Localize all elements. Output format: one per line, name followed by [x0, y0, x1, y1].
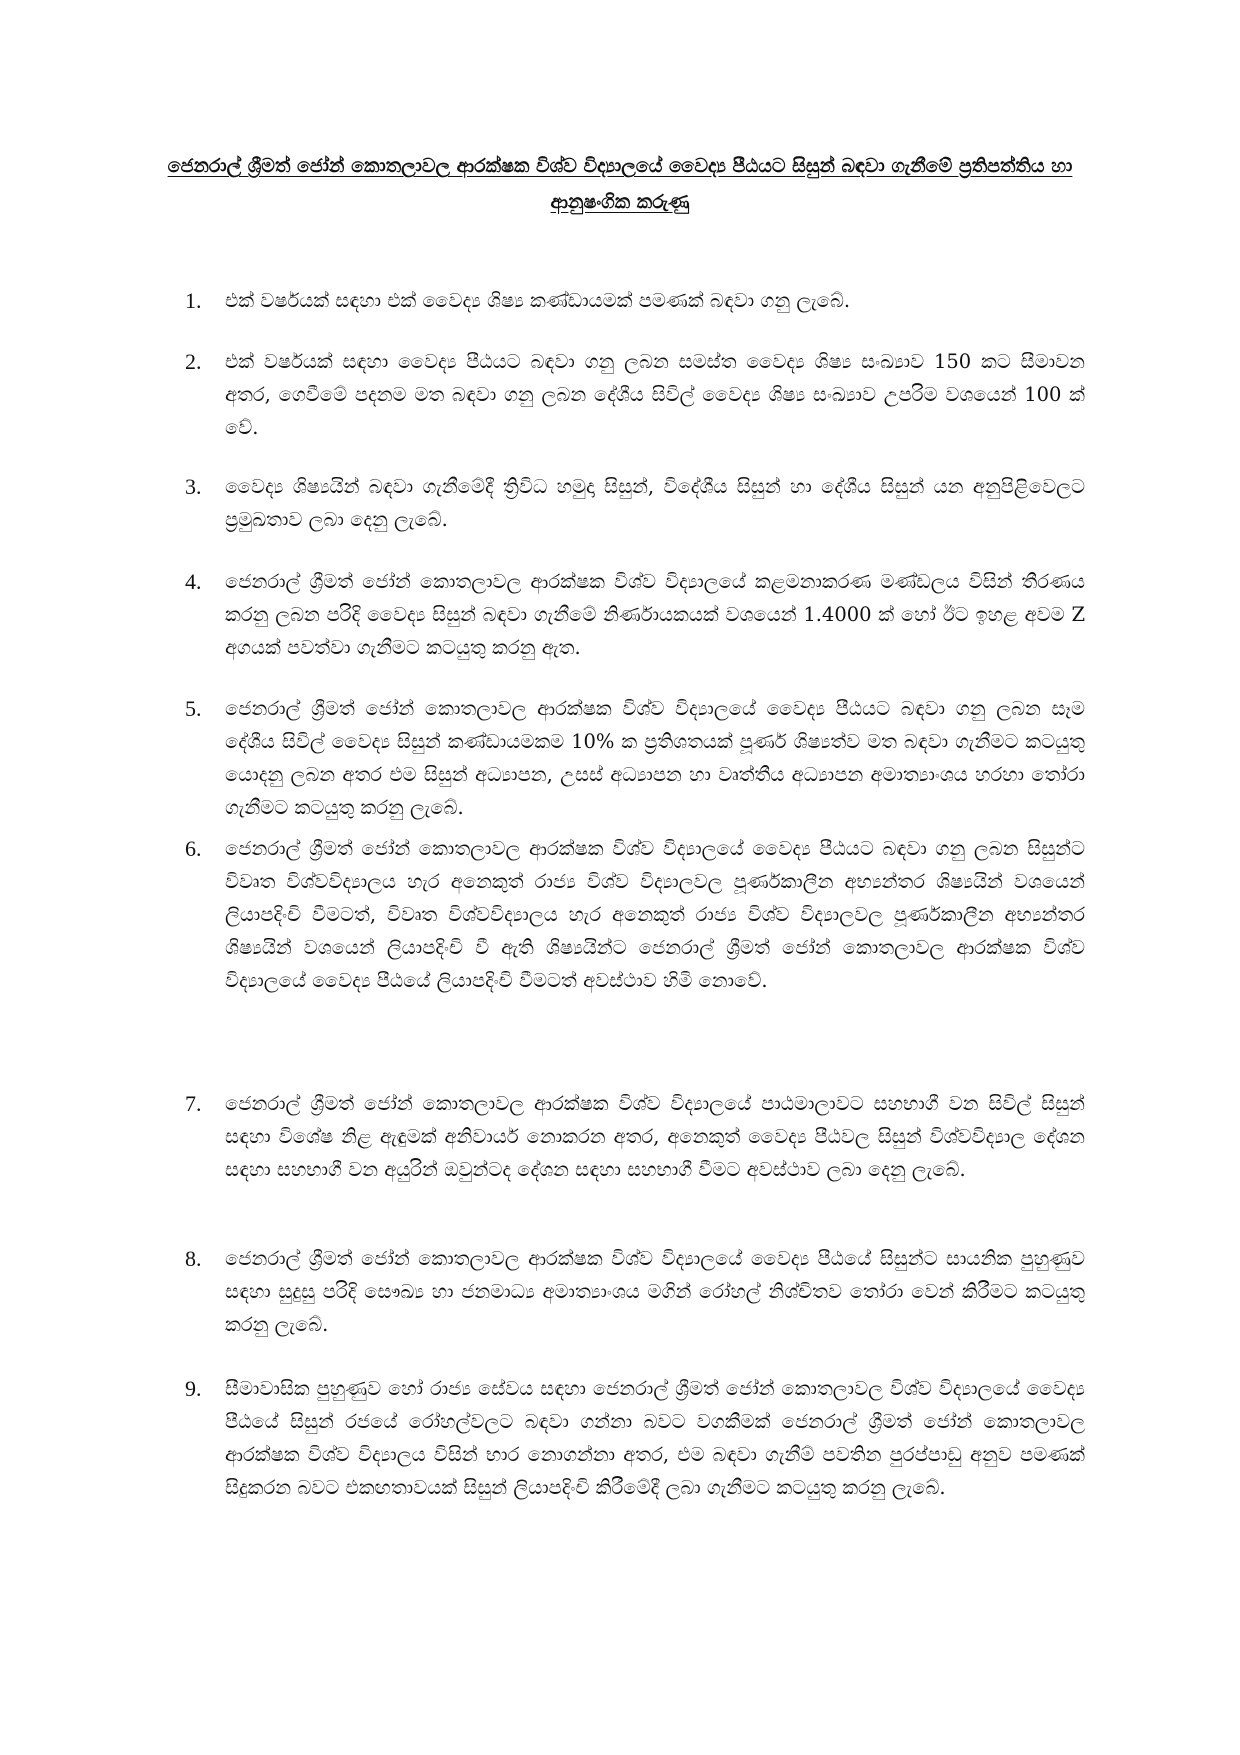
item-text: එක් වර්ෂයක් සඳහා වෛද්‍ය පීඨයට බඳවා ගනු ලබන සමස්ත වෛද්‍ය ශිෂ්‍ය සංඛ්‍යාව 150 කට සීමාවන අතර, ගෙවීමේ පදනම මත බඳවා ගනු ලබන දේශීය සිවිල් වෛද්‍ය ශිෂ්‍ය සංඛ්‍යාව උපරිම වශයෙන් 100 ක් වේ. [225, 350, 1085, 439]
list-item [185, 565, 1085, 664]
document-title: ජෙනරාල් ශ්‍රීමත් ජෝන් කොතලාවල ආරක්ෂක විශ්ව විද්‍යාලයේ වෛද්‍ය පීඨයට සිසුන් බඳවා ගැනීමේ ප්‍රතිපත්තිය හා ආනුෂංගික කරුණු [167, 155, 1073, 213]
list-item [185, 470, 1085, 536]
item-text: ජෙනරාල් ශ්‍රීමත් ජෝන් කොතලාවල ආරක්ෂක විශ්ව විද්‍යාලයේ වෛද්‍ය පීඨයට බඳවා ගනු ලබන සෑම දේශීය සිවිල් වෛද්‍ය සිසුන් කණ්ඩායමකම 10% ක ප්‍රතිශතයක් පූර්ණ ශිෂ්‍යත්ව මත බඳවා ගැනීමට කටයුතු යොදනු ලබන අතර එම සිසුන් අධ්‍යාපන, උසස් අධ්‍යාපන හා වෘත්තීය අධ්‍යාපන අමාත්‍යාංශය හරහා තෝරා ගැනීමට කටයුතු කරනු ලැබේ. [225, 697, 1085, 819]
item-number: 5. [185, 696, 202, 721]
item-text: සීමාවාසික පුහුණුව හෝ රාජ්‍ය සේවය සඳහා ජෙනරාල් ශ්‍රීමත් ජෝන් කොතලාවල විශ්ව විද්‍යාලයේ වෛද්‍ය පීඨයේ සිසුන් රජයේ රෝහල්වලට බඳවා ගන්නා බවට වගකීමක් ජෙනරාල් ශ්‍රීමත් ජෝන් කොතලාවල ආරක්ෂක විශ්ව විද්‍යාලය විසින් භාර නොගන්නා අතර, එම බඳවා ගැනීම් පවතින පුරප්පාඩු අනුව පමණක් සිදුකරන බවට එකඟතාවයක් සිසුන් ලියාපදිංචි කිරීමේදී ලබා ගැනීමට කටයුතු කරනු ලැබේ. [225, 1377, 1085, 1499]
list-item [185, 1242, 1085, 1341]
item-text: ජෙනරාල් ශ්‍රීමත් ජෝන් කොතලාවල ආරක්ෂක විශ්ව විද්‍යාලයේ පාඨමාලාවට සහභාගී වන සිවිල් සිසුන් සඳහා විශේෂ නිළ ඇඳුමක් අනිවාර්ය නොකරන අතර, අනෙකුත් වෛද්‍ය පීඨවල සිසුන් විශ්වවිද්‍යාල දේශන සඳහා සහභාගී වන අයුරින් ඔවුන්ටද දේශන සඳහා සහභාගී වීමට අවස්ථාව ලබා දෙනු ලැබේ. [225, 1092, 1085, 1181]
item-number: 6. [185, 836, 202, 861]
list-item [185, 692, 1085, 824]
item-number: 4. [185, 569, 202, 594]
item-number: 1. [185, 288, 202, 313]
item-text: ජෙනරාල් ශ්‍රීමත් ජෝන් කොතලාවල ආරක්ෂක විශ්ව විද්‍යාලයේ කළමනාකරණ මණ්ඩලය විසින් තීරණය කරනු ලබන පරිදි වෛද්‍ය සිසුන් බඳවා ගැනීමේ නිර්ණායකයක් වශයෙන් 1.4000 ක් හෝ ඊට ඉහළ අවම Z අගයක් පවත්වා ගැනීමට කටයුතු කරනු ඇත. [225, 570, 1085, 659]
item-text: ජෙනරාල් ශ්‍රීමත් ජෝන් කොතලාවල ආරක්ෂක විශ්ව විද්‍යාලයේ වෛද්‍ය පීඨයට බඳවා ගනු ලබන සිසුන්ට විවෘත විශ්වවිද්‍යාලය හැර අනෙකුත් රාජ්‍ය විශ්ව විද්‍යාලවල පූර්ණකාලීන අභ්‍යන්තර ශිෂ්‍යයින් වශයෙන් ලියාපදිංචි වීමටත්, විවෘත විශ්වවිද්‍යාලය හැර අනෙකුත් රාජ්‍ය විශ්ව විද්‍යාලවල පූර්ණකාලීන අභ්‍යන්තර ශිෂ්‍යයින් වශයෙන් ලියාපදිංචි වී ඇති ශිෂ්‍යයින්ට ජෙනරාල් ශ්‍රීමත් ජෝන් කොතලාවල ආරක්ෂක විශ්ව විද්‍යාලයේ වෛද්‍ය පීඨයේ ලියාපදිංචි වීමටත් අවස්ථාව හිමි නොවේ. [225, 837, 1085, 992]
item-number: 7. [185, 1091, 202, 1116]
list-item [185, 1087, 1085, 1186]
list-item [185, 832, 1085, 997]
item-text: ජෙනරාල් ශ්‍රීමත් ජෝන් කොතලාවල ආරක්ෂක විශ්ව විද්‍යාලයේ වෛද්‍ය පීඨයේ සිසුන්ට සායනික පුහුණුව සඳහා සුදුසු පරිදි සෞඛ්‍ය හා ජනමාධ්‍ය අමාත්‍යාංශය මගින් රෝහල් නිශ්චිතව තෝරා වෙන් කිරීමට කටයුතු කරනු ලැබේ. [225, 1247, 1085, 1336]
list-item [185, 345, 1085, 444]
item-number: 8. [185, 1246, 202, 1271]
item-number: 2. [185, 349, 202, 374]
item-number: 3. [185, 474, 202, 499]
item-text: එක් වර්ෂයක් සඳහා එක් වෛද්‍ය ශිෂ්‍ය කණ්ඩායමක් පමණක් බඳවා ගනු ලැබේ. [225, 289, 851, 312]
list-item [185, 284, 1085, 317]
item-number: 9. [185, 1376, 202, 1401]
item-text: වෛද්‍ය ශිෂ්‍යයින් බඳවා ගැනීමේදී ත්‍රිවිධ හමුදා සිසුන්, විදේශීය සිසුන් හා දේශීය සිසුන් යන අනුපිළිවෙලට ප්‍රමුඛතාව ලබා දෙනු ලැබේ. [225, 475, 1085, 531]
list-item [185, 1372, 1085, 1504]
